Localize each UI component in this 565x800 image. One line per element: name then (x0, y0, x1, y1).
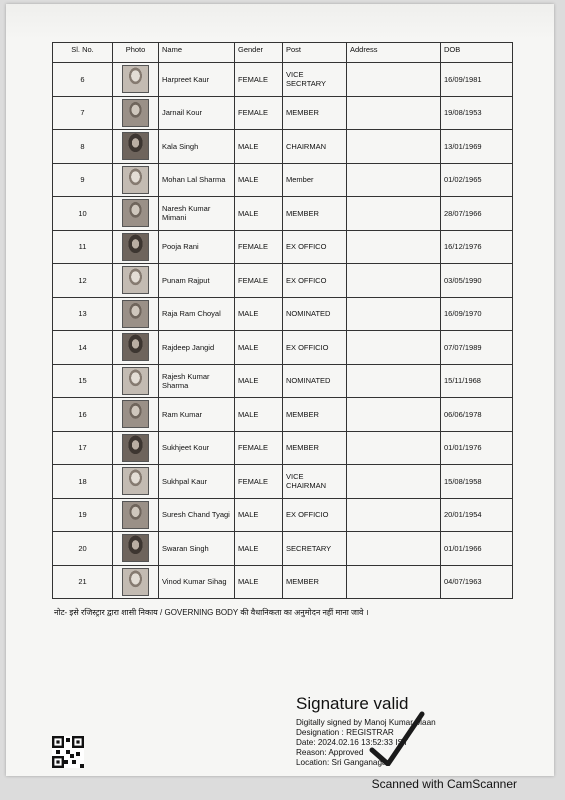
post-cell: VICE SECRTARY (283, 63, 347, 97)
name-cell: Rajesh Kumar Sharma (159, 364, 235, 398)
member-photo (122, 65, 149, 93)
table-row (53, 465, 513, 499)
dob-cell: 01/01/1976 (441, 431, 513, 465)
photo-cell (113, 163, 159, 197)
photo-cell (113, 63, 159, 97)
address-cell (347, 297, 441, 331)
name-cell: Raja Ram Choyal (159, 297, 235, 331)
header-name: Name (159, 43, 235, 63)
photo-cell (113, 398, 159, 432)
address-cell (347, 130, 441, 164)
photo-cell (113, 565, 159, 599)
member-photo (122, 266, 149, 294)
sl-no-cell: 11 (53, 230, 113, 264)
member-photo (122, 233, 149, 261)
name-cell: Swaran Singh (159, 532, 235, 566)
photo-cell (113, 230, 159, 264)
photo-cell (113, 431, 159, 465)
sign-location: Location: Sri Ganganagar (296, 758, 390, 767)
table-row (53, 197, 513, 231)
photo-cell (113, 532, 159, 566)
dob-cell: 01/01/1966 (441, 532, 513, 566)
gender-cell: FEMALE (235, 465, 283, 499)
checkmark-icon (366, 706, 426, 766)
member-photo (122, 166, 149, 194)
footnote: नोट- इसे रजिस्ट्रार द्वारा शासी निकाय / GOVERNING BODY की वैधानिकता का अनुमोदन नहीं माना जावे । (54, 608, 369, 617)
post-cell: SECRETARY (283, 532, 347, 566)
signature-valid-title: Signature valid (296, 694, 409, 713)
address-cell (347, 163, 441, 197)
table-row (53, 297, 513, 331)
dob-cell: 16/09/1970 (441, 297, 513, 331)
gender-cell: FEMALE (235, 63, 283, 97)
gender-cell: MALE (235, 331, 283, 365)
table-row (53, 364, 513, 398)
header-photo: Photo (113, 43, 159, 63)
sl-no-cell: 14 (53, 331, 113, 365)
post-cell: CHAIRMAN (283, 130, 347, 164)
sl-no-cell: 15 (53, 364, 113, 398)
name-cell: Mohan Lal Sharma (159, 163, 235, 197)
address-cell (347, 398, 441, 432)
post-cell: NOMINATED (283, 364, 347, 398)
table-row (53, 230, 513, 264)
camscanner-watermark: Scanned with CamScanner (371, 777, 517, 791)
address-cell (347, 264, 441, 298)
signed-by: Digitally signed by Manoj Kumar Maan (296, 718, 436, 727)
member-photo (122, 132, 149, 160)
gender-cell: FEMALE (235, 230, 283, 264)
dob-cell: 20/01/1954 (441, 498, 513, 532)
photo-cell (113, 130, 159, 164)
sl-no-cell: 21 (53, 565, 113, 599)
post-cell: EX OFFICIO (283, 331, 347, 365)
dob-cell: 13/01/1969 (441, 130, 513, 164)
address-cell (347, 565, 441, 599)
dob-cell: 06/06/1978 (441, 398, 513, 432)
address-cell (347, 197, 441, 231)
name-cell: Suresh Chand Tyagi (159, 498, 235, 532)
sl-no-cell: 12 (53, 264, 113, 298)
table-row (53, 331, 513, 365)
post-cell: NOMINATED (283, 297, 347, 331)
address-cell (347, 63, 441, 97)
table-row (53, 431, 513, 465)
dob-cell: 07/07/1989 (441, 331, 513, 365)
photo-cell (113, 364, 159, 398)
name-cell: Sukhpal Kaur (159, 465, 235, 499)
photo-cell (113, 465, 159, 499)
member-photo (122, 400, 149, 428)
address-cell (347, 331, 441, 365)
photo-cell (113, 297, 159, 331)
gender-cell: MALE (235, 163, 283, 197)
name-cell: Pooja Rani (159, 230, 235, 264)
gender-cell: MALE (235, 565, 283, 599)
dob-cell: 04/07/1963 (441, 565, 513, 599)
governing-body-table (52, 42, 513, 599)
name-cell: Rajdeep Jangid (159, 331, 235, 365)
member-photo (122, 434, 149, 462)
gender-cell: MALE (235, 498, 283, 532)
post-cell: EX OFFICIO (283, 498, 347, 532)
gender-cell: MALE (235, 130, 283, 164)
gender-cell: MALE (235, 197, 283, 231)
dob-cell: 28/07/1966 (441, 197, 513, 231)
dob-cell: 16/12/1976 (441, 230, 513, 264)
dob-cell: 15/11/1968 (441, 364, 513, 398)
table-row (53, 498, 513, 532)
designation: Designation : REGISTRAR (296, 728, 394, 737)
post-cell: VICE CHAIRMAN (283, 465, 347, 499)
dob-cell: 15/08/1958 (441, 465, 513, 499)
address-cell (347, 96, 441, 130)
sl-no-cell: 6 (53, 63, 113, 97)
member-photo (122, 501, 149, 529)
address-cell (347, 532, 441, 566)
gender-cell: MALE (235, 297, 283, 331)
sl-no-cell: 13 (53, 297, 113, 331)
photo-cell (113, 96, 159, 130)
member-photo (122, 467, 149, 495)
name-cell: Punam Rajput (159, 264, 235, 298)
table-row (53, 398, 513, 432)
dob-cell: 03/05/1990 (441, 264, 513, 298)
table-row (53, 264, 513, 298)
name-cell: Sukhjeet Kour (159, 431, 235, 465)
dob-cell: 19/08/1953 (441, 96, 513, 130)
post-cell: EX OFFICO (283, 230, 347, 264)
member-photo (122, 568, 149, 596)
table-row (53, 532, 513, 566)
address-cell (347, 230, 441, 264)
photo-cell (113, 264, 159, 298)
header-sl-no: Sl. No. (53, 43, 113, 63)
sl-no-cell: 10 (53, 197, 113, 231)
sign-date: Date: 2024.02.16 13:52:33 IST (296, 738, 408, 747)
gender-cell: FEMALE (235, 431, 283, 465)
sl-no-cell: 9 (53, 163, 113, 197)
member-photo (122, 333, 149, 361)
sign-reason: Reason: Approved (296, 748, 364, 757)
sl-no-cell: 20 (53, 532, 113, 566)
sl-no-cell: 19 (53, 498, 113, 532)
document-page (6, 4, 554, 776)
header-dob: DOB (441, 43, 513, 63)
post-cell: MEMBER (283, 431, 347, 465)
address-cell (347, 431, 441, 465)
name-cell: Kala Singh (159, 130, 235, 164)
dob-cell: 01/02/1965 (441, 163, 513, 197)
sl-no-cell: 18 (53, 465, 113, 499)
gender-cell: FEMALE (235, 96, 283, 130)
name-cell: Naresh Kumar Mimani (159, 197, 235, 231)
header-gender: Gender (235, 43, 283, 63)
name-cell: Ram Kumar (159, 398, 235, 432)
name-cell: Vinod Kumar Sihag (159, 565, 235, 599)
address-cell (347, 364, 441, 398)
header-post: Post (283, 43, 347, 63)
post-cell: MEMBER (283, 197, 347, 231)
member-photo (122, 367, 149, 395)
qr-code-icon (52, 736, 84, 768)
member-photo (122, 99, 149, 127)
gender-cell: MALE (235, 364, 283, 398)
sl-no-cell: 16 (53, 398, 113, 432)
table-header-row (53, 43, 513, 63)
table-row (53, 130, 513, 164)
header-address: Address (347, 43, 441, 63)
post-cell: MEMBER (283, 96, 347, 130)
gender-cell: FEMALE (235, 264, 283, 298)
address-cell (347, 465, 441, 499)
dob-cell: 16/09/1981 (441, 63, 513, 97)
member-photo (122, 199, 149, 227)
post-cell: EX OFFICO (283, 264, 347, 298)
name-cell: Harpreet Kaur (159, 63, 235, 97)
sl-no-cell: 8 (53, 130, 113, 164)
sl-no-cell: 17 (53, 431, 113, 465)
table-row (53, 565, 513, 599)
table-row (53, 63, 513, 97)
address-cell (347, 498, 441, 532)
page-top-fade (6, 4, 554, 40)
name-cell: Jarnail Kour (159, 96, 235, 130)
photo-cell (113, 331, 159, 365)
post-cell: Member (283, 163, 347, 197)
table-row (53, 163, 513, 197)
member-photo (122, 534, 149, 562)
photo-cell (113, 197, 159, 231)
gender-cell: MALE (235, 532, 283, 566)
post-cell: MEMBER (283, 565, 347, 599)
member-photo (122, 300, 149, 328)
sl-no-cell: 7 (53, 96, 113, 130)
table-row (53, 96, 513, 130)
photo-cell (113, 498, 159, 532)
post-cell: MEMBER (283, 398, 347, 432)
gender-cell: MALE (235, 398, 283, 432)
